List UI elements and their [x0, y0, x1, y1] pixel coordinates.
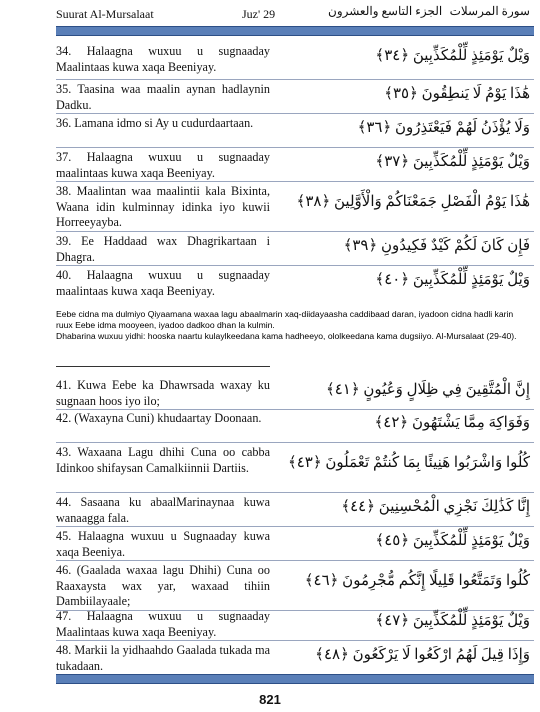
verse-divider — [56, 409, 534, 410]
verse-arabic: وَيْلٌ يَوْمَئِذٍ لِّلْمُكَذِّبِينَ ﴿٣٤﴾ — [375, 48, 530, 64]
verse-divider — [56, 79, 534, 80]
verse-arabic: وَفَوَاكِهَ مِمَّا يَشْتَهُونَ ﴿٤٢﴾ — [374, 415, 530, 431]
verse-39 — [56, 234, 534, 268]
verse-translation: 36. Lamana idmo si Ay u cudurdaartaan. — [56, 116, 254, 130]
verse-44 — [56, 495, 534, 529]
verse-arabic: كُلُوا وَاشْرَبُوا هَنِيئًا بِمَا كُنتُمْ تَعْمَلُونَ ﴿٤٣﴾ — [287, 455, 530, 471]
verse-42 — [56, 411, 534, 445]
commentary — [56, 309, 530, 342]
verse-arabic: إِنَّا كَذَٰلِكَ نَجْزِي الْمُحْسِنِينَ ﴿٤٤﴾ — [341, 499, 530, 515]
verse-arabic: وَيْلٌ يَوْمَئِذٍ لِّلْمُكَذِّبِينَ ﴿٣٧﴾ — [375, 154, 530, 170]
verse-arabic: فَإِن كَانَ لَكُمْ كَيْدٌ فَكِيدُونِ ﴿٣٩﴾ — [343, 238, 530, 254]
juz-label: Juz' 29 — [242, 7, 276, 21]
verse-45 — [56, 529, 534, 563]
verse-43 — [56, 445, 534, 495]
verse-37 — [56, 150, 534, 184]
verse-translation: 46. (Gaalada waxaa lagu Dhihi) Cuna oo Raaxaysta wax yar, waxaad tihiin Dambiilayaale; — [56, 563, 270, 608]
verse-46 — [56, 563, 534, 613]
verse-arabic: وَيْلٌ يَوْمَئِذٍ لِّلْمُكَذِّبِينَ ﴿٤٧﴾ — [375, 613, 530, 629]
header-bar — [56, 26, 534, 36]
verse-translation: 40. Halaagna wuxuu u sugnaaday maalintaas kuwa xaqa Beeniyay. — [56, 268, 270, 298]
verse-47 — [56, 609, 534, 643]
verse-divider — [56, 442, 534, 443]
verse-divider — [56, 113, 534, 114]
verse-divider — [56, 181, 534, 182]
verse-translation: 39. Ee Haddaad wax Dhagrikartaan i Dhagra. — [56, 234, 270, 264]
arabic-surah-title: سورة المرسلات — [449, 4, 530, 18]
verse-divider — [56, 526, 534, 527]
verse-divider — [56, 147, 534, 148]
footer-bar — [56, 674, 534, 684]
commentary-paragraph: Dhabarina wuxuu yidhi: hooska naartu kulaylkeedana kama hadheeyo, ololkeedana kama dugsiiyo. Al-Mursalaat (29-40). — [56, 331, 517, 341]
verse-translation: 41. Kuwa Eebe ka Dhawrsada waxay ku sugnaan hoos iyo ilo; — [56, 378, 270, 408]
verse-arabic: كُلُوا وَتَمَتَّعُوا قَلِيلًا إِنَّكُم مُّجْرِمُونَ ﴿٤٦﴾ — [304, 573, 530, 589]
verse-translation: 45. Halaagna wuxuu u Sugnaaday kuwa xaqa Beeniya. — [56, 529, 270, 559]
page-number: 821 — [259, 692, 281, 707]
verse-divider — [56, 560, 534, 561]
verse-arabic: وَيْلٌ يَوْمَئِذٍ لِّلْمُكَذِّبِينَ ﴿٤٠﴾ — [375, 272, 530, 288]
verse-translation: 37. Halaagna wuxuu u sugnaaday maalintaas kuwa xaqa Beeniyay. — [56, 150, 270, 180]
verse-35 — [56, 82, 534, 116]
section-divider — [56, 366, 270, 367]
arabic-juz-label: الجزء التاسع والعشرون — [328, 4, 443, 18]
verse-38 — [56, 184, 534, 234]
verse-translation: 38. Maalintan waa maalintii kala Bixinta, Waana idin kulminnay idinka iyo kuwii Horreeyayba. — [56, 184, 270, 229]
verse-arabic: هَٰذَا يَوْمُ الْفَصْلِ جَمَعْنَاكُمْ وَالْأَوَّلِينَ ﴿٣٨﴾ — [296, 194, 530, 210]
verse-translation: 44. Sasaana ku abaalMarinaynaa kuwa wanaagga fala. — [56, 495, 270, 525]
verse-divider — [56, 265, 534, 266]
surah-title: Suurat Al-Mursalaat — [56, 7, 154, 21]
verse-divider — [56, 640, 534, 641]
page-header — [56, 4, 534, 26]
verse-arabic: وَإِذَا قِيلَ لَهُمُ ارْكَعُوا لَا يَرْكَعُونَ ﴿٤٨﴾ — [315, 647, 530, 663]
verse-41 — [56, 378, 534, 412]
verse-34 — [56, 44, 534, 78]
verse-40 — [56, 268, 534, 302]
verse-arabic: إِنَّ الْمُتَّقِينَ فِي ظِلَالٍ وَعُيُونٍ ﴿٤١﴾ — [325, 382, 530, 398]
verse-translation: 43. Waxaana Lagu dhihi Cuna oo cabba Idinkoo shifaysan Camalkiinnii Dartiis. — [56, 445, 270, 475]
verse-translation: 48. Markii la yidhaahdo Gaalada tukada ma tukadaan. — [56, 643, 270, 673]
verse-translation: 35. Taasina waa maalin aynan hadlaynin Dadku. — [56, 82, 270, 112]
verse-translation: 34. Halaagna wuxuu u sugnaaday Maalintaas kuwa xaqa Beeniyay. — [56, 44, 270, 74]
verse-arabic: وَيْلٌ يَوْمَئِذٍ لِّلْمُكَذِّبِينَ ﴿٤٥﴾ — [375, 533, 530, 549]
verse-48 — [56, 643, 534, 675]
verse-arabic: هَٰذَا يَوْمُ لَا يَنطِقُونَ ﴿٣٥﴾ — [384, 86, 530, 102]
verse-translation: 42. (Waxayna Cuni) khudaartay Doonaan. — [56, 411, 262, 425]
verse-arabic: وَلَا يُؤْذَنُ لَهُمْ فَيَعْتَذِرُونَ ﴿٣٦﴾ — [357, 120, 530, 136]
verse-divider — [56, 231, 534, 232]
commentary-paragraph: Eebe cidna ma dulmiyo Qiyaamana waxaa lagu abaalmarin xaq-diidayaasha caddibaad daran, iyadoon cidna hadli karin ruux Eebe idma mooyeen, iyadoo dadkoo dhan la kulmin. — [56, 309, 514, 330]
verse-36 — [56, 116, 534, 150]
verse-translation: 47. Halaagna wuxuu u sugnaaday Maalintaas kuwa xaqa Beeniyay. — [56, 609, 270, 639]
verse-divider — [56, 492, 534, 493]
